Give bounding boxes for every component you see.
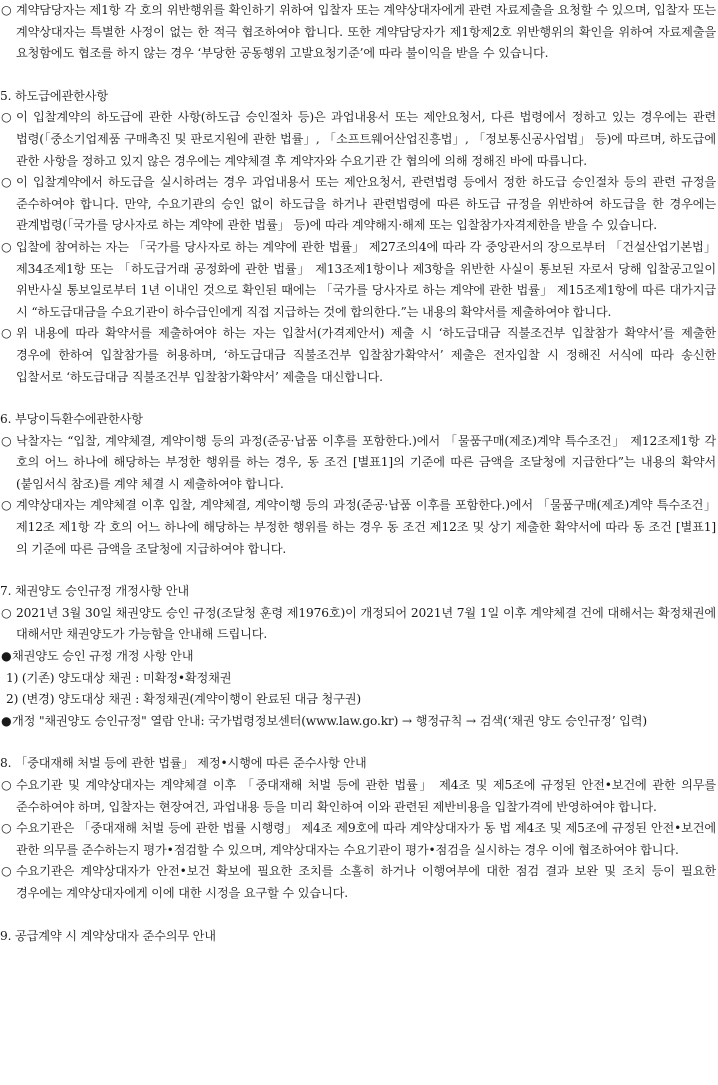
section-title: 6. 부당이득환수에관한사항 [0,412,143,427]
section-title: 9. 공급계약 시 계약상대자 준수의무 안내 [0,928,216,943]
circle-marker: ○ [1,175,12,190]
circle-marker: ○ [1,605,12,620]
circle-marker: ○ [1,239,12,254]
bullet-item [0,711,718,733]
circle-marker: ○ [1,498,12,513]
paragraph-text: 수요기관은 계약상대자가 안전•보건 확보에 필요한 조치를 소홀히 하거나 이행여부에 대한 점검 결과 보완 및 조치 등이 필요한 경우에는 계약상대자에게 이에 대한 시정을 요구할 수 있습니다. [16,864,716,900]
section-title: 8. 「중대재해 처벌 등에 관한 법률」 제정•시행에 따른 준수사항 안내 [0,756,367,771]
bullet-dot: ● [1,713,12,728]
spacer [0,732,718,753]
bullet-text: 채권양도 승인 규정 개정 사항 안내 [12,649,194,664]
circle-marker: ○ [1,326,12,341]
paragraph-text: 이 입찰계약의 하도급에 관한 사항(하도급 승인절차 등)은 과업내용서 또는 제안요청서, 다른 법령에서 정하고 있는 경우에는 관련 법령(「중소기업제품 구매촉진 및 판로지원에 관한 법률」, 「소프트웨어산업진흥법」, 「정보통신공사업법」 등)에 따르며, 하도급에 관한 사항을 정하고 있지 않은 경우에는 계약체결 후 계약자와 수요기관 간 협의에 의해 정해진 바에 따릅니다. [16,110,716,168]
spacer [0,388,718,409]
spacer [0,560,718,581]
paragraph [0,237,718,323]
paragraph [0,172,718,237]
paragraph [0,775,718,818]
circle-marker: ○ [1,864,12,879]
paragraph-text: 이 입찰계약에서 하도급을 실시하려는 경우 과업내용서 또는 제안요청서, 관련법령 등에서 정한 하도급 승인절차 등의 관련 규정을 준수하여야 합니다. 만약, 수요기관의 승인 없이 하도급을 하거나 관련법령에 따른 하도급 규정을 위반하여 하도급을 한 경우에는 관계법령(「국가를 당사자로 하는 계약에 관한 법률」 등)에 따라 계약해지·해제 또는 입찰참가자격제한을 받을 수 있습니다. [16,175,716,233]
paragraph-text: 낙찰자는 “입찰, 계약체결, 계약이행 등의 과정(준공·납품 이후를 포함한다.)에서 「물품구매(제조)계약 특수조건」 제12조제1항 각 호의 어느 하나에 해당하는 부정한 행위를 하는 경우, 동 조건 [별표1]의 기준에 따른 금액을 조달청에 지급한다”는 내용의 확약서(붙임서식 참조)를 계약 체결 시 제출하여야 합니다. [16,433,716,491]
bullet-text: 개정 "채권양도 승인규정" 열람 안내: 국가법령정보센터(www.law.go.kr) → 행정규칙 → 검색(‘채권 양도 승인규정’ 입력) [12,713,648,728]
paragraph-text: 입찰에 참여하는 자는 「국가를 당사자로 하는 계약에 관한 법률」 제27조의4에 따라 각 중앙관서의 장으로부터 「건설산업기본법」 제34조제1항 또는 「하도급거래 공정화에 관한 법률」 제13조제1항이나 제3항을 위반한 사실이 통보된 자로서 당해 입찰공고일이 위반사실 통보일로부터 1년 이내인 것으로 확인된 때에는 「국가를 당사자로 하는 계약에 관한 법률」 제15조제1항에 따른 대가지급 시 “하도급대금을 수요기관이 하수급인에게 직접 지급하는 것에 합의한다.”는 내용의 확약서를 제출하여야 합니다. [16,239,716,319]
spacer [0,905,718,926]
section-title: 7. 채권양도 승인규정 개정사항 안내 [0,584,189,599]
paragraph [0,861,718,904]
circle-marker: ○ [1,110,12,125]
paragraph [0,107,718,172]
paragraph [0,495,718,560]
paragraph-text: 수요기관은 「중대재해 처벌 등에 관한 법률 시행령」 제4조 제9호에 따라 계약상대자가 동 법 제4조 및 제5조에 규정된 안전•보건에 관한 의무를 준수하는지 평가•점검할 수 있으며, 계약상대자는 수요기관이 평가•점검을 실시하는 경우 이에 협조하여야 합니다. [16,821,716,857]
paragraph-text: 계약담당자는 제1항 각 호의 위반행위를 확인하기 위하여 입찰자 또는 계약상대자에게 관련 자료제출을 요청할 수 있으며, 입찰자 또는 계약상대자는 특별한 사정이 없는 한 적극 협조하여야 합니다. 또한 계약담당자가 제1항제2호 위반행위의 확인을 위하여 자료제출을 요청함에도 협조를 하지 않는 경우 ‘부당한 공동행위 고발요청기준’에 따라 불이익을 받을 수 있습니다. [16,3,716,61]
paragraph [0,0,718,65]
section-title: 5. 하도급에관한사항 [0,88,109,103]
sub-item: 2) (변경) 양도대상 채권 : 확정채권(계약이행이 완료된 대금 청구권) [6,692,361,707]
circle-marker: ○ [1,3,12,17]
paragraph [0,603,718,646]
paragraph-text: 2021년 3월 30일 채권양도 승인 규정(조달청 훈령 제1976호)이 개정되어 2021년 7월 1일 이후 계약체결 건에 대해서는 확정채권에 대해서만 채권양도가 가능함을 안내해 드립니다. [16,605,716,642]
paragraph-text: 수요기관 및 계약상대자는 계약체결 이후 「중대재해 처벌 등에 관한 법률」 제4조 및 제5조에 규정된 안전•보건에 관한 의무를 준수하여야 하며, 입찰자는 현장여건, 과업내용 등을 미리 확인하여 이와 관련된 제반비용을 입찰가격에 반영하여야 합니다. [16,778,716,814]
paragraph [0,431,718,496]
circle-marker: ○ [1,433,12,448]
spacer [0,65,718,86]
paragraph-text: 위 내용에 따라 확약서를 제출하여야 하는 자는 입찰서(가격제안서) 제출 시 ‘하도급대금 직불조건부 입찰참가 확약서’를 제출한 경우에 한하여 입찰참가를 허용하며, ‘하도급대금 직불조건부 입찰참가확약서’ 제출은 전자입찰 시 정해진 서식에 따라 송신한 입찰서로 ‘하도급대금 직불조건부 입찰참가확약서’ 제출을 대신합니다. [16,326,716,384]
circle-marker: ○ [1,778,12,792]
sub-item: 1) (기존) 양도대상 채권 : 미확정•확정채권 [6,670,232,685]
paragraph [0,323,718,388]
paragraph [0,818,718,861]
paragraph-text: 계약상대자는 계약체결 이후 입찰, 계약체결, 계약이행 등의 과정(준공·납품 이후를 포함한다.)에서 「물품구매(제조)계약 특수조건」 제12조 제1항 각 호의 어느 하나에 해당하는 부정한 행위를 하는 경우 동 조건 제12조 및 상기 제출한 확약서에 따라 동 조건 [별표1]의 기준에 따른 금액을 조달청에 지급하여야 합니다. [16,498,716,556]
bullet-dot: ● [1,649,12,664]
circle-marker: ○ [1,821,12,836]
bullet-item [0,646,718,668]
